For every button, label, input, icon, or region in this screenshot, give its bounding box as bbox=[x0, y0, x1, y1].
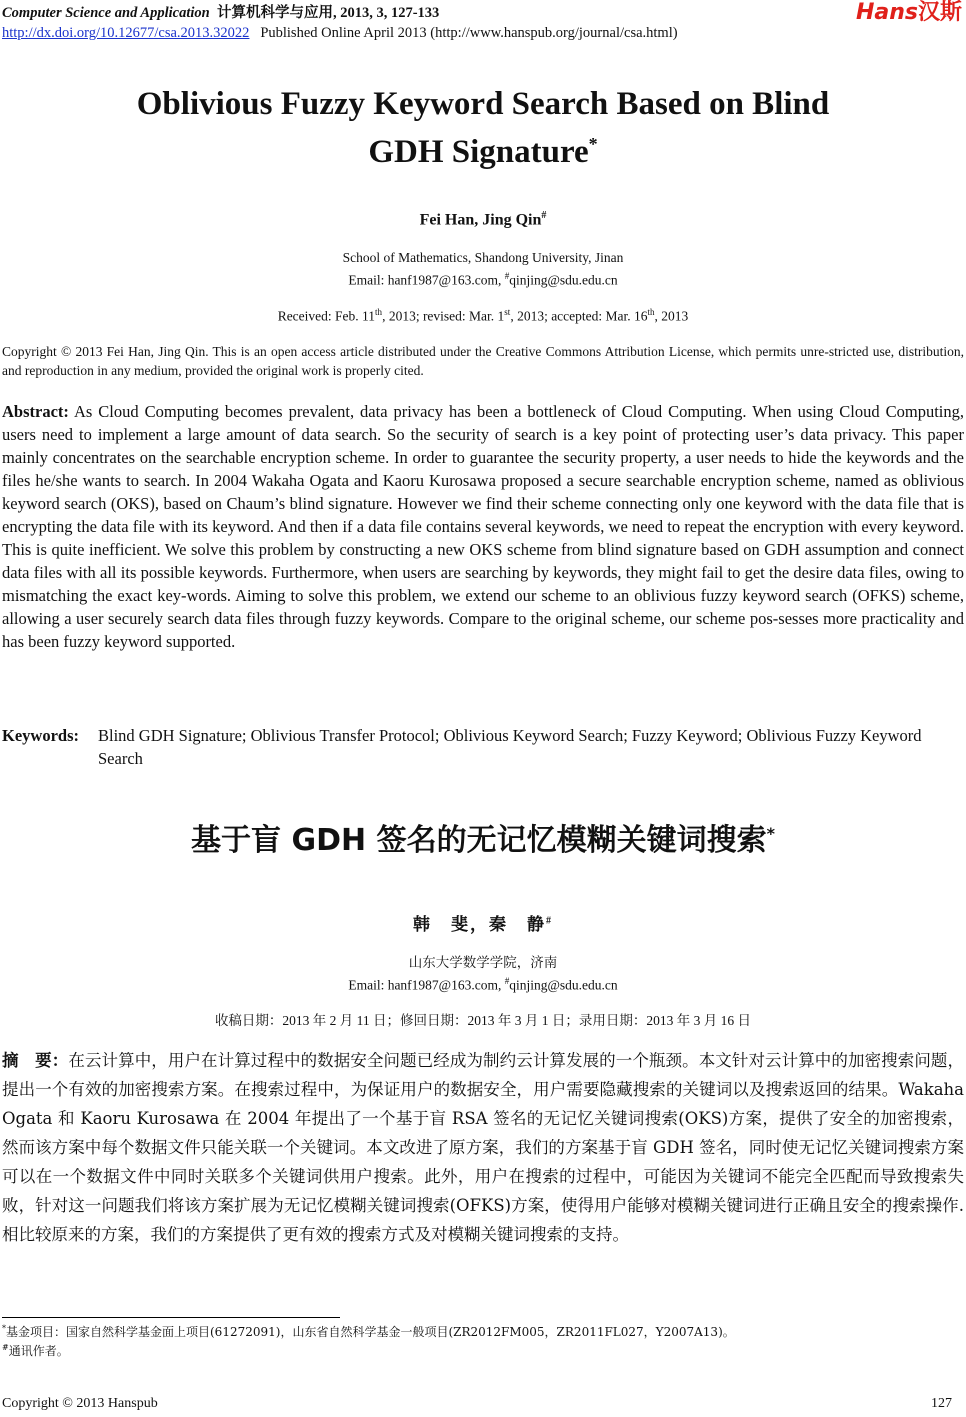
affiliation-en: School of Mathematics, Shandong University, Jinan bbox=[342, 250, 624, 265]
authors-cn: 韩 斐，秦 静# bbox=[413, 915, 553, 934]
abstract-cn bbox=[2, 1046, 964, 1249]
journal-header bbox=[2, 3, 439, 23]
received-dates-en: Received: Feb. 11th, 2013; revised: Mar. 1st, 2013; accepted: Mar. 16th, 2013 bbox=[277, 307, 689, 324]
keywords-label: Keywords: bbox=[2, 726, 79, 745]
affiliation-cn: 山东大学数学学院，济南 bbox=[408, 955, 558, 970]
footnote-funding: *基金项目：国家自然科学基金面上项目(61272091)，山东省自然科学基金一般项目(ZR2012FM005，ZR2011FL027，Y2007A13)。 bbox=[2, 1324, 735, 1339]
abstract-cn-text: 在云计算中，用户在计算过程中的数据安全问题已经成为制约云计算发展的一个瓶颈。本文针对云计算中的加密搜索问题，提出一个有效的加密搜索方案。在搜索过程中，为保证用户的数据安全，用户需要隐藏搜索的关键词以及搜索返回的结果。Wakaha Ogata 和 Kaoru Kurosawa 在 2004 年提出了一个基于盲 RSA 签名的无记忆关键词搜索(OKS)方案，提供了安全的加密搜索，然而该方案中每个数据文件只能关联一个关键词。本文改进了原方案，我们的方案基于盲 GDH 签名，同时使无记忆关键词搜索方案可以在一个数据文件中同时关联多个关键词供用户搜索。此外，用户在搜索的过程中，可能因为关键词不能完全匹配而导致搜索失败，针对这一问题我们将该方案扩展为无记忆模糊关键词搜索(OFKS)方案，使得用户能够对模糊关键词进行正确且安全的搜索操作.相比较原来的方案，我们的方案提供了更有效的搜索方式及对模糊关键词搜索的支持。 bbox=[2, 1051, 965, 1244]
received-dates-cn: 收稿日期：2013 年 2 月 11 日；修回日期：2013 年 3 月 1 日；录用日期：2013 年 3 月 16 日 bbox=[214, 1013, 752, 1028]
copyright-notice: Copyright © 2013 Fei Han, Jing Qin. This is an open access article distributed under the Creative Commons Attribution License, which permits unre-stricted use, distribution, and reproduction in any medium, provided the original work is properly cited. bbox=[2, 344, 964, 378]
paper-title-cn: 基于盲 GDH 签名的无记忆模糊关键词搜索* bbox=[191, 823, 775, 858]
email-en: Email: hanf1987@163.com, #qinjing@sdu.edu.cn bbox=[348, 271, 618, 288]
doi-line bbox=[2, 25, 678, 42]
email-cn: Email: hanf1987@163.com, #qinjing@sdu.edu.cn bbox=[348, 976, 618, 993]
keywords-en bbox=[2, 724, 964, 770]
published-info: Published Online April 2013 (http://www.hanspub.org/journal/csa.html) bbox=[260, 25, 678, 41]
doi-link[interactable]: http://dx.doi.org/10.12677/csa.2013.32022 bbox=[2, 25, 250, 41]
journal-name: Computer Science and Application bbox=[2, 5, 210, 21]
abstract-cn-label: 摘 要： bbox=[2, 1051, 69, 1070]
footnote-corresponding: #通讯作者。 bbox=[2, 1343, 69, 1358]
authors-en: Fei Han, Jing Qin# bbox=[419, 210, 547, 229]
keywords-text: Blind GDH Signature; Oblivious Transfer Protocol; Oblivious Keyword Search; Fuzzy Keyword; Oblivious Fuzzy Keyword Search bbox=[98, 726, 922, 768]
journal-issue: 计算机科学与应用, 2013, 3, 127-133 bbox=[216, 5, 440, 21]
abstract-text: As Cloud Computing becomes prevalent, data privacy has been a bottleneck of Cloud Computing. When using Cloud Computing, users need to implement a large amount of data search. So the security of search is a key point of protecting user’s data privacy. This paper mainly concentrates on the searchable encryption scheme. In order to guarantee the security property, a user needs to hide the keywords and the files he/she wants to search. In 2004 Wakaha Ogata and Kaoru Kurosawa proposed a secure searchable encryption scheme, named as oblivious keyword search (OKS), based on Chaum’s blind signature. However we find their scheme connecting only one keyword with the data file that is encrypting the data file with its keyword. And then if a data file contains several keywords, we need to repeat the encryption with every keyword. This is quite inefficient. We solve this problem by constructing a new OKS scheme from blind signature based on GDH assumption and connect data files with all its possible keywords. Furthermore, when users are searching by keywords, they might fail to get the desire data files, owing to mismatching the exact key-words. Aiming to solve this problem, we extend our scheme to an oblivious fuzzy keyword search (OFKS) scheme, allowing a user securely search data files through fuzzy keywords. Compare to the original scheme, our scheme pos-sesses more practicality and has been fuzzy keyword supported. bbox=[2, 402, 965, 651]
footer-copyright: Copyright © 2013 Hanspub bbox=[2, 1396, 158, 1411]
hanspub-logo: Hans汉斯 bbox=[855, 0, 962, 25]
abstract-en bbox=[2, 400, 964, 653]
page-number: 127 bbox=[931, 1396, 952, 1411]
abstract-label: Abstract: bbox=[2, 402, 69, 421]
footnote-divider bbox=[2, 1317, 340, 1318]
paper-title-en: Oblivious Fuzzy Keyword Search Based on Blind GDH Signature* bbox=[136, 86, 830, 170]
